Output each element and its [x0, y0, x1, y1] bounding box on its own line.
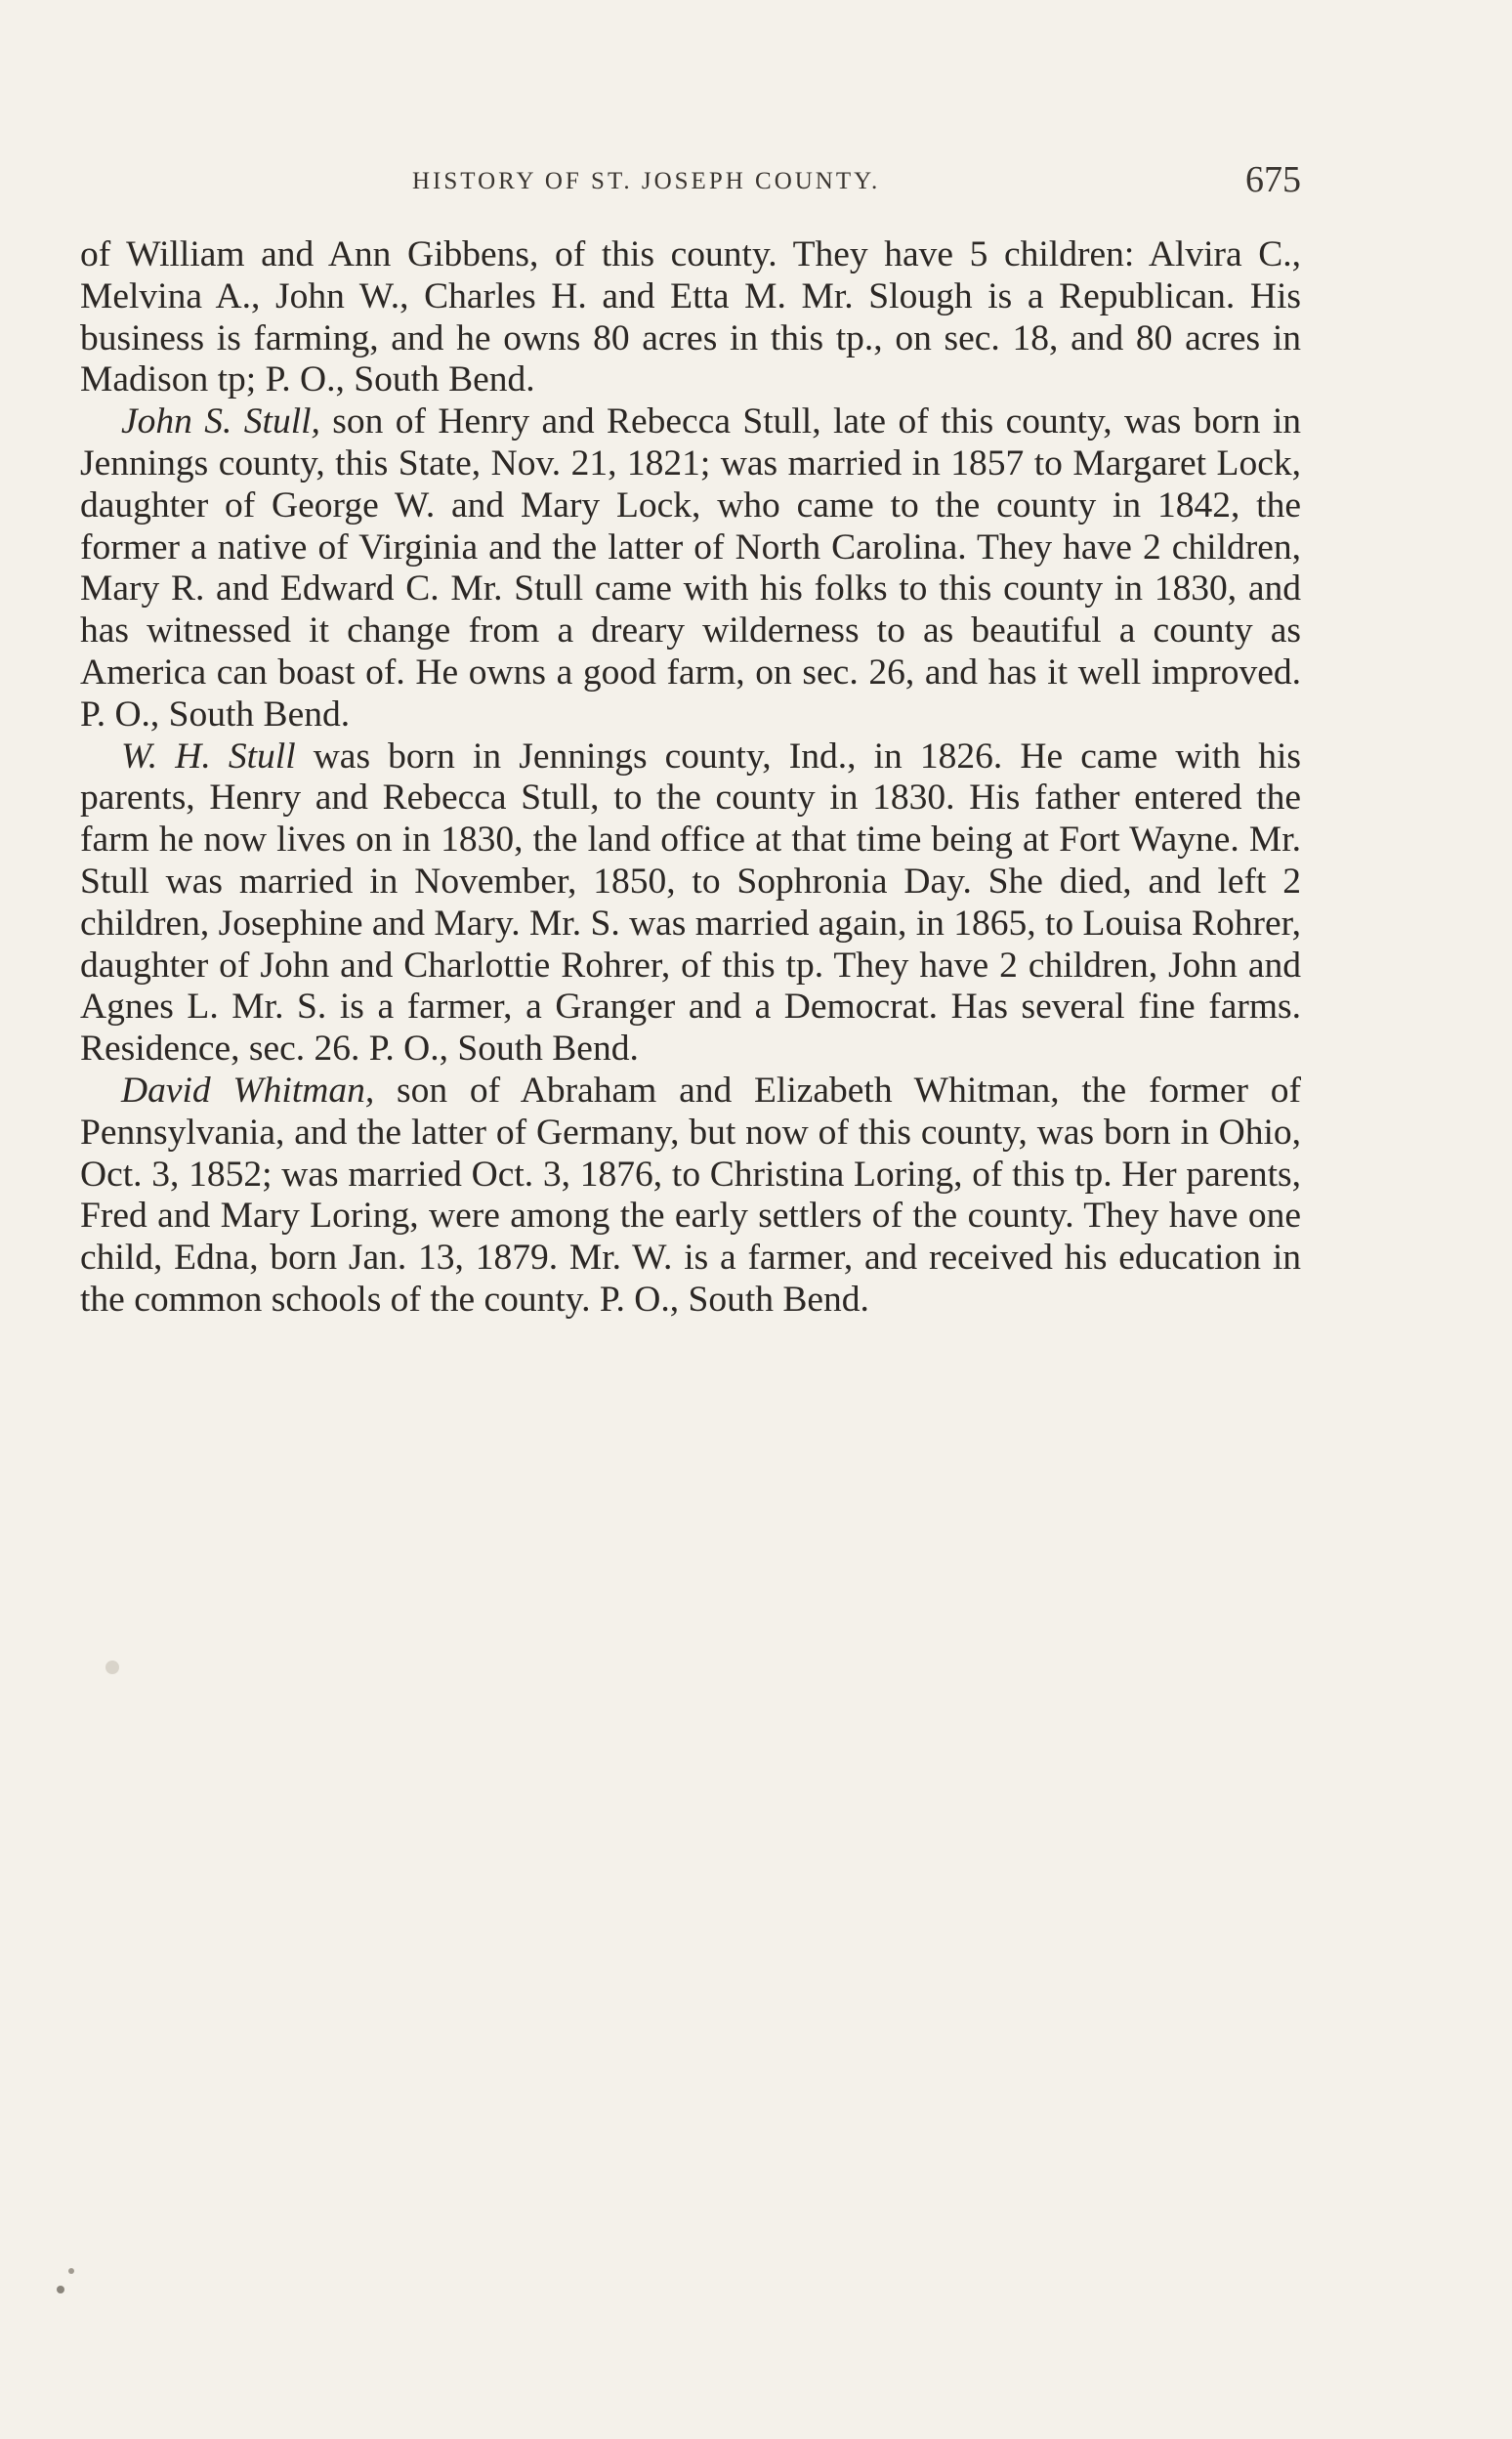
person-name: David Whitman, — [121, 1070, 375, 1111]
paragraph-david-whitman — [80, 1071, 1301, 1322]
paragraph-text: son of Abraham and Elizabeth Whitman, the former of Pennsylvania, and the latter of Germany, but now of this county, was born in Ohio, Oct. 3, 1852; was married Oct. 3, 1876, to Christina Loring, of this tp. Her parents, Fred and Mary Loring, were among the early settlers of the county. They have one child, Edna, born Jan. 13, 1879. Mr. W. is a farmer, and received his education in the common schools of the county. P. O., South Bend. — [80, 1070, 1301, 1320]
paper-speck — [57, 2286, 64, 2293]
paragraph-text: of William and Ann Gibbens, of this county. They have 5 children: Alvira C., Melvina A., John W., Charles H. and Etta M. Mr. Slough is a Republican. His business is farming, and he owns 80 acres in this tp., on sec. 18, and 80 acres in Madison tp; P. O., South Bend. — [80, 234, 1301, 400]
body-text — [80, 234, 1301, 1322]
page-number: 675 — [1245, 159, 1301, 200]
page-header — [80, 158, 1301, 207]
person-name: John S. Stull, — [121, 401, 320, 442]
paragraph-slough-continued — [80, 234, 1301, 401]
paragraph-text: son of Henry and Rebecca Stull, late of this county, was born in Jennings county, this State, Nov. 21, 1821; was married in 1857 to Margaret Lock, daughter of George W. and Mary Lock, who came to the county in 1842, the former a native of Virginia and the latter of North Carolina. They have 2 children, Mary R. and Edward C. Mr. Stull came with his folks to this county in 1830, and has witnessed it change from a dreary wilderness to as beautiful a county as America can boast of. He owns a good farm, on sec. 26, and has it well improved. P. O., South Bend. — [80, 401, 1301, 735]
paragraph-text: was born in Jennings county, Ind., in 1826. He came with his parents, Henry and Rebecca Stull, to the county in 1830. His father entered the farm he now lives on in 1830, the land office at that time being at Fort Wayne. Mr. Stull was married in November, 1850, to Sophronia Day. She died, and left 2 children, Josephine and Mary. Mr. S. was married again, in 1865, to Louisa Rohrer, daughter of John and Charlottie Rohrer, of this tp. They have 2 children, John and Agnes L. Mr. S. is a farmer, a Granger and a Democrat. Has several fine farms. Residence, sec. 26. P. O., South Bend. — [80, 736, 1301, 1070]
paragraph-john-s-stull — [80, 401, 1301, 736]
paper-speck — [68, 2268, 74, 2274]
person-name: W. H. Stull — [121, 736, 296, 777]
paper-speck — [105, 1661, 119, 1674]
paragraph-w-h-stull — [80, 736, 1301, 1071]
running-head: HISTORY OF ST. JOSEPH COUNTY. — [412, 168, 881, 194]
